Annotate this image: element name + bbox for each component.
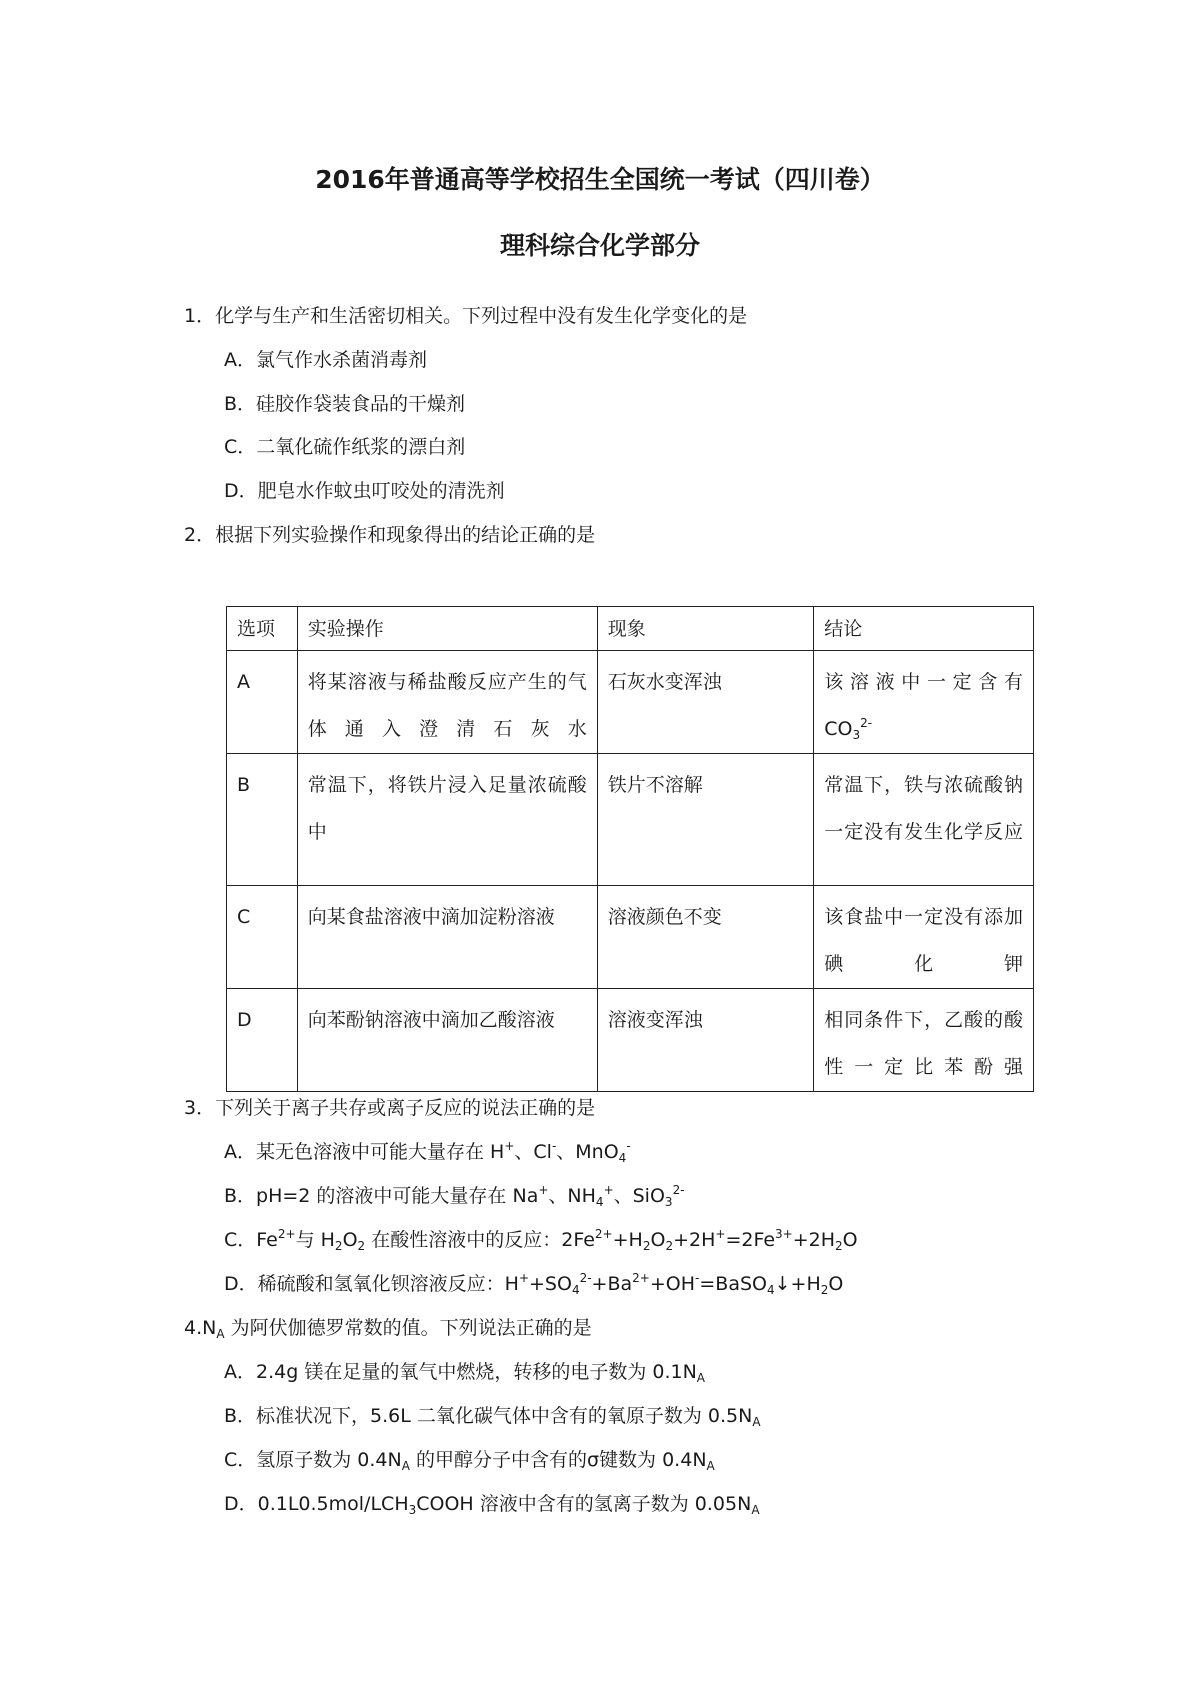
question-4-option-d: D．$0.1L0.5mol/LCH_3COOH$ 溶液中含有的氢离子数为 $0.05N_A$	[224, 1493, 760, 1517]
cell-text: 相同条件下，乙酸的酸性一定比苯酚强	[824, 1009, 1023, 1078]
question-3-stem: 3．下列关于离子共存或离子反应的说法正确的是	[184, 1097, 596, 1119]
table-cell-conclusion	[814, 754, 1034, 886]
question-3-option-c: C．$Fe^{2+}$与 $H_2O_2$ 在酸性溶液中的反应：$2Fe^{2+}+H_2O_2+2H^+=2Fe^{3+}+2H_2O$	[224, 1227, 858, 1253]
experiment-table	[226, 606, 1034, 1092]
page-title: 2016年普通高等学校招生全国统一考试（四川卷）	[315, 165, 885, 194]
table-cell-operation: 向某食盐溶液中滴加淀粉溶液	[297, 886, 597, 989]
table-cell-conclusion	[814, 886, 1034, 989]
question-1-stem: 1．化学与生产和生活密切相关。下列过程中没有发生化学变化的是	[184, 305, 748, 327]
table-cell-option: D	[227, 989, 298, 1092]
formula-carbonate: $CO_3^{2-}$	[824, 716, 873, 742]
table-cell-operation	[297, 754, 597, 886]
table-cell-option: C	[227, 886, 298, 989]
table-header-cell: 实验操作	[297, 607, 597, 651]
table-cell-phenomenon: 溶液颜色不变	[597, 886, 814, 989]
question-1-option-d: D．肥皂水作蚊虫叮咬处的清洗剂	[224, 480, 505, 502]
cell-text: 该食盐中一定没有添加碘化钾	[824, 906, 1023, 975]
cell-text: 常温下，将铁片浸入足量浓硫酸中	[307, 774, 587, 843]
table-cell-operation	[297, 651, 597, 754]
page-subtitle: 理科综合化学部分	[499, 231, 700, 260]
table-header-cell: 现象	[597, 607, 814, 651]
question-4-option-c: C．氢原子数为 $0.4N_A$ 的甲醇分子中含有的σ键数为 $0.4N_A$	[224, 1449, 715, 1473]
table-cell-phenomenon: 石灰水变浑浊	[597, 651, 814, 754]
table-header-cell: 结论	[814, 607, 1034, 651]
table-cell-option: A	[227, 651, 298, 754]
question-1-option-c: C．二氧化硫作纸浆的漂白剂	[224, 436, 466, 458]
question-2-stem: 2．根据下列实验操作和现象得出的结论正确的是	[184, 524, 596, 546]
cell-text: 将某溶液与稀盐酸反应产生的气体通入澄清石灰水	[307, 671, 587, 740]
table-cell-phenomenon: 溶液变浑浊	[597, 989, 814, 1092]
table-row	[227, 886, 1034, 989]
question-3-option-b: B．pH=2 的溶液中可能大量存在 Na+、$NH_4^+$、SiO$_3^{2-}$	[224, 1183, 685, 1209]
question-1-option-b: B．硅胶作袋装食品的干燥剂	[224, 393, 466, 415]
question-4-option-a: A．2.4g 镁在足量的氧气中燃烧，转移的电子数为 $0.1N_A$	[224, 1361, 706, 1385]
table-cell-operation: 向苯酚钠溶液中滴加乙酸溶液	[297, 989, 597, 1092]
table-header-cell: 选项	[227, 607, 298, 651]
question-1-option-a: A．氯气作水杀菌消毒剂	[224, 349, 427, 371]
cell-text: 常温下，铁与浓硫酸钠一定没有发生化学反应	[824, 774, 1023, 843]
cell-text: 该溶液中一定含有	[824, 671, 1023, 693]
question-3-option-d: D．稀硫酸和氢氧化钡溶液反应：$H^++SO_4^{2-}+Ba^{2+}+OH^-=BaSO_4↓+H_2O$	[224, 1271, 844, 1297]
table-cell-phenomenon: 铁片不溶解	[597, 754, 814, 886]
table-cell-conclusion	[814, 989, 1034, 1092]
table-header-row	[227, 607, 1034, 651]
table-row	[227, 651, 1034, 754]
table-row	[227, 989, 1034, 1092]
question-4-stem: $4.N_A$ 为阿伏伽德罗常数的值。下列说法正确的是	[184, 1317, 592, 1341]
table-cell-conclusion	[814, 651, 1034, 754]
table-row	[227, 754, 1034, 886]
question-4-option-b: B．标准状况下，5.6L 二氧化碳气体中含有的氧原子数为 $0.5N_A$	[224, 1405, 761, 1429]
table-cell-option: B	[227, 754, 298, 886]
question-3-option-a: A．某无色溶液中可能大量存在 H+、Cl-、MnO$_4$-	[224, 1139, 631, 1165]
